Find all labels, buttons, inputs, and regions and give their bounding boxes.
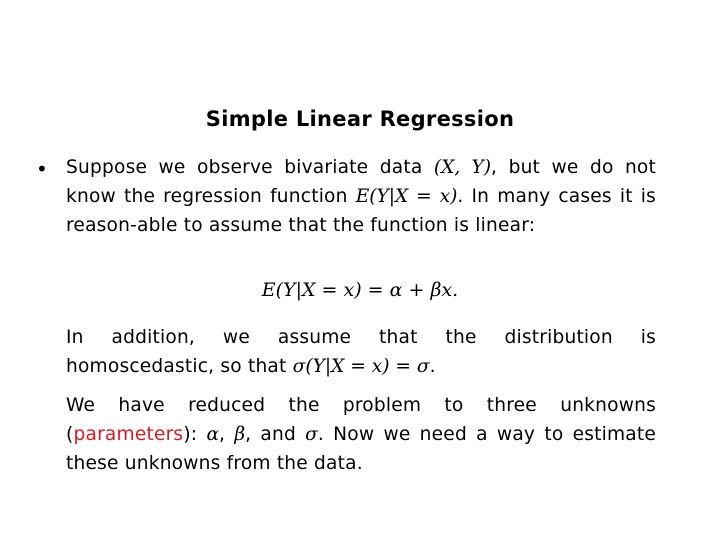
math-sigma: σ	[305, 424, 318, 445]
homoscedastic-text-1: In addition, we assume that the distribution is homoscedastic, so that	[66, 327, 656, 377]
parameters-text-3: ,	[219, 424, 235, 445]
parameters-text-2: ):	[183, 424, 207, 445]
homoscedastic-text-2: .	[429, 356, 436, 377]
paragraph-parameters	[66, 391, 656, 478]
intro-text-3: . In many cases it is reason-able to assume that the function is linear:	[66, 186, 657, 236]
intro-text-2: , but we do not know the regression function	[66, 157, 656, 207]
math-beta: β	[234, 424, 246, 445]
math-regression-function: E(Y|X = x)	[355, 186, 458, 207]
paragraph-homoscedastic	[66, 323, 656, 381]
parameters-highlight: parameters	[73, 424, 184, 445]
parameters-text-1: We have reduced the problem to three unknowns (	[66, 395, 656, 445]
paragraph-intro	[66, 153, 656, 240]
math-alpha: α	[206, 424, 220, 445]
math-sigma-condition: σ(Y|X = x) = σ	[292, 356, 430, 377]
bullet-icon: •	[36, 157, 48, 181]
math-bivariate-pair: (X, Y)	[433, 157, 492, 178]
parameters-text-5: . Now we need a way to estimate these unknowns from the data.	[66, 424, 657, 474]
parameters-text-4: , and	[245, 424, 306, 445]
linear-model-equation: E(Y|X = x) = α + βx.	[261, 279, 459, 301]
slide-title: Simple Linear Regression	[205, 107, 515, 131]
intro-text-1: Suppose we observe bivariate data	[66, 157, 434, 178]
